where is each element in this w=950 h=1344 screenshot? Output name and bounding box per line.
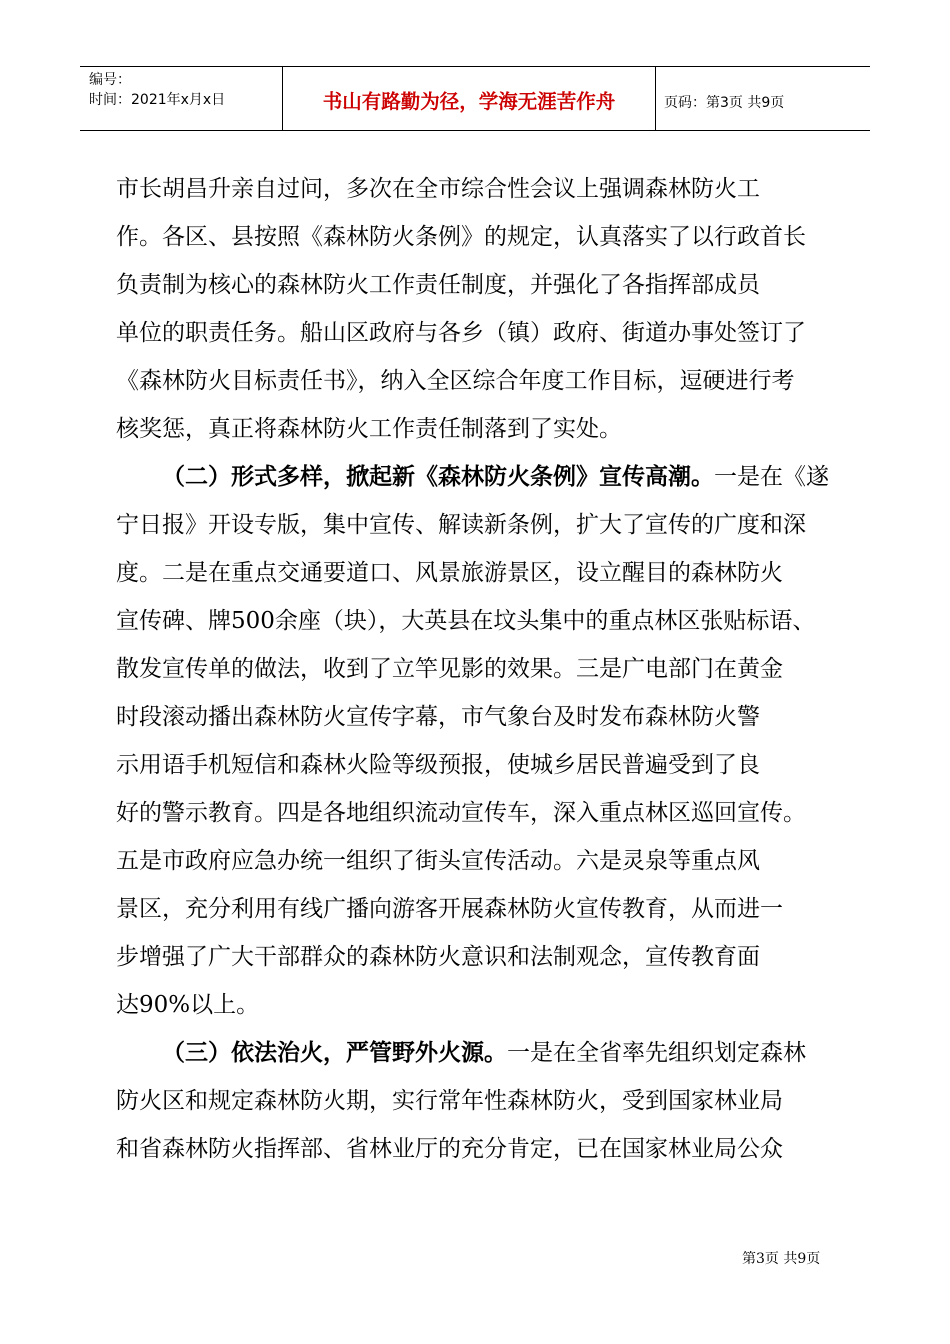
section-heading: （三）依法治火，严管野外火源。 [162,1039,507,1066]
document-body [116,165,836,1173]
text-line: 宁日报》开设专版，集中宣传、解读新条例，扩大了宣传的广度和深 [116,512,806,538]
paragraph-first-line [116,1029,836,1077]
time-label: 时间：2021年x月x日 [89,92,226,108]
text-line: 散发宣传单的做法，收到了立竿见影的效果。三是广电部门在黄金 [116,656,783,682]
text-line: 五是市政府应急办统一组织了街头宣传活动。六是灵泉等重点风 [116,848,760,874]
paragraph-3 [116,1029,836,1173]
text-line: 度。二是在重点交通要道口、风景旅游景区，设立醒目的森林防火 [116,560,783,586]
heading-continuation: 一是在《遂 [714,464,829,490]
text-line: 达90%以上。 [116,992,260,1018]
text-line: 负责制为核心的森林防火工作责任制度，并强化了各指挥部成员 [116,272,760,298]
text-line: 核奖惩，真正将森林防火工作责任制落到了实处。 [116,416,622,442]
paragraph-1 [116,165,836,453]
paragraph-2 [116,453,836,1029]
text-line: 好的警示教育。四是各地组织流动宣传车，深入重点林区巡回宣传。 [116,800,806,826]
header-page-cell [656,67,870,130]
text-line: 宣传碑、牌500余座（块），大英县在坟头集中的重点林区张贴标语、 [116,608,816,634]
text-line: 时段滚动播出森林防火宣传字幕，市气象台及时发布森林防火警 [116,704,760,730]
header-page-code: 页码：第3页 共9页 [664,95,785,111]
text-line: 《森林防火目标责任书》，纳入全区综合年度工作目标，逗硬进行考 [116,368,795,394]
text-line: 景区，充分利用有线广播向游客开展森林防火宣传教育，从而进一 [116,896,783,922]
text-line: 示用语手机短信和森林火险等级预报，使城乡居民普遍受到了良 [116,752,760,778]
text-line: 单位的职责任务。船山区政府与各乡（镇）政府、街道办事处签订了 [116,320,806,346]
page-footer: 第3页 共9页 [742,1251,821,1267]
number-label: 编号： [89,72,131,88]
document-header [80,66,870,131]
paragraph-first-line [116,453,836,501]
header-info-cell [80,67,283,130]
heading-continuation: 一是在全省率先组织划定森林 [507,1040,806,1066]
text-line: 防火区和规定森林防火期，实行常年性森林防火，受到国家林业局 [116,1088,783,1114]
text-line: 和省森林防火指挥部、省林业厅的充分肯定，已在国家林业局公众 [116,1136,783,1162]
text-line: 步增强了广大干部群众的森林防火意识和法制观念，宣传教育面 [116,944,760,970]
section-heading: （二）形式多样，掀起新《森林防火条例》宣传高潮。 [162,463,714,490]
header-motto-cell [283,67,656,130]
text-line: 市长胡昌升亲自过问，多次在全市综合性会议上强调森林防火工 [116,176,760,202]
text-line: 作。各区、县按照《森林防火条例》的规定，认真落实了以行政首长 [116,224,806,250]
header-motto: 书山有路勤为径，学海无涯苦作舟 [322,90,616,113]
